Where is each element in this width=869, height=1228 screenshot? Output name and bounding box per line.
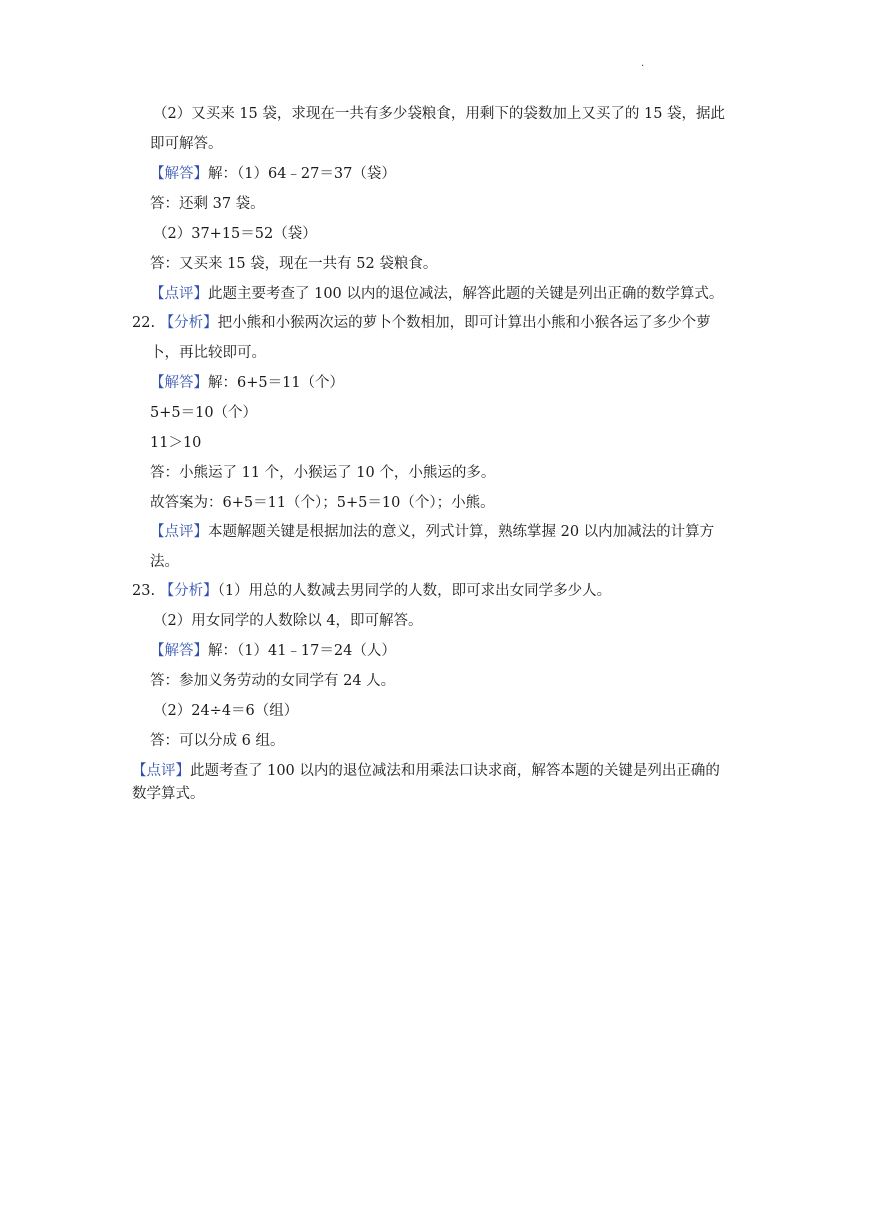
q22-analysis-line2: 卜，再比较即可。 bbox=[150, 345, 266, 361]
q22-comment-line1: 【点评】本题解题关键是根据加法的意义，列式计算，熟练掌握 20 以内加减法的计算方 bbox=[150, 524, 715, 540]
q21-answer2: 答：又买来 15 袋，现在一共有 52 袋粮食。 bbox=[150, 256, 438, 272]
answer-tag: 【解答】 bbox=[150, 375, 208, 391]
q23-comment-line1: 【点评】此题考查了 100 以内的退位减法和用乘法口诀求商，解答本题的关键是列出正确的 bbox=[132, 763, 720, 779]
q22-compare: 11＞10 bbox=[150, 435, 202, 451]
page-dot: . bbox=[641, 58, 645, 69]
analysis-tag: 【分析】 bbox=[159, 315, 218, 331]
q22-answer-intro: 【解答】解：6+5＝11（个） bbox=[150, 375, 345, 391]
q23-number: 23. bbox=[132, 583, 156, 599]
q21-answer-intro: 【解答】解：（1）64﹣27＝37（袋） bbox=[150, 166, 396, 182]
q21-answer1: 答：还剩 37 袋。 bbox=[150, 196, 265, 212]
answer-tag: 【解答】 bbox=[150, 166, 208, 182]
analysis-tag: 【分析】 bbox=[159, 583, 218, 599]
q23-analysis-line1: 23. 【分析】（1）用总的人数减去男同学的人数，即可求出女同学多少人。 bbox=[132, 583, 612, 599]
q23-answer-intro: 【解答】解：（1）41﹣17＝24（人） bbox=[150, 643, 396, 659]
q21-calc2: （2）37+15＝52（袋） bbox=[153, 226, 317, 242]
q22-number: 22. bbox=[132, 315, 156, 331]
q22-answer: 答：小熊运了 11 个，小猴运了 10 个，小熊运的多。 bbox=[150, 465, 496, 481]
q23-calc2: （2）24÷4＝6（组） bbox=[153, 703, 299, 719]
comment-tag: 【点评】 bbox=[150, 286, 208, 302]
q21-analysis2-line2: 即可解答。 bbox=[150, 136, 223, 152]
q23-answer2: 答：可以分成 6 组。 bbox=[150, 733, 285, 749]
q23-comment-line2: 数学算式。 bbox=[132, 786, 205, 802]
q23-analysis-line2: （2）用女同学的人数除以 4，即可解答。 bbox=[153, 613, 423, 629]
q22-comment-line2: 法。 bbox=[150, 554, 179, 570]
q21-analysis2-line1: （2）又买来 15 袋，求现在一共有多少袋粮食，用剩下的袋数加上又买了的 15 袋，据此 bbox=[153, 106, 726, 122]
comment-tag: 【点评】 bbox=[150, 524, 208, 540]
q21-comment: 【点评】此题主要考查了 100 以内的退位减法，解答此题的关键是列出正确的数学算式。 bbox=[150, 286, 724, 302]
q22-final: 故答案为：6+5＝11（个）；5+5＝10（个）；小熊。 bbox=[150, 495, 495, 511]
answer-tag: 【解答】 bbox=[150, 643, 208, 659]
comment-tag: 【点评】 bbox=[132, 763, 190, 779]
q23-answer1: 答：参加义务劳动的女同学有 24 人。 bbox=[150, 673, 396, 689]
q22-calc2: 5+5＝10（个） bbox=[150, 405, 258, 421]
q22-analysis-line1: 22. 【分析】把小熊和小猴两次运的萝卜个数相加，即可计算出小熊和小猴各运了多少个萝 bbox=[132, 315, 711, 331]
